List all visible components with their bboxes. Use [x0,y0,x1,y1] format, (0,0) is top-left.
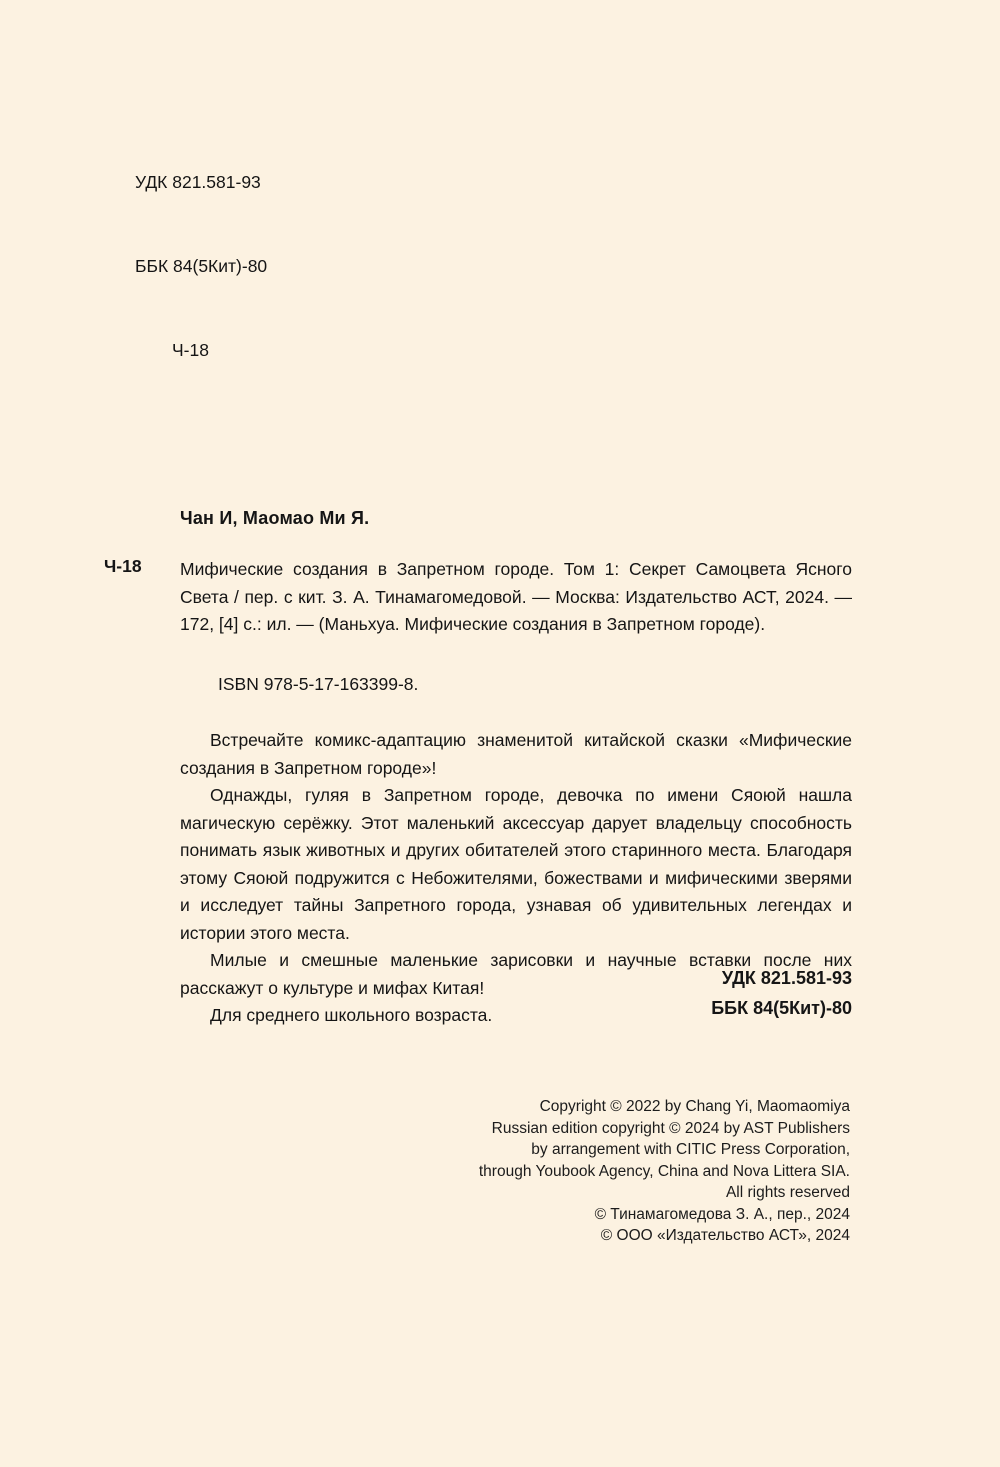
copyright-block [180,1096,850,1247]
copyright-line: Copyright © 2022 by Chang Yi, Maomaomiya [539,1098,850,1115]
copyright-line: through Youbook Agency, China and Nova Littera SIA. [478,1162,850,1180]
bbk-top: ББК 84(5Кит)-80 [135,256,268,276]
copyright-line: © Тинамагомедова З. А., пер., 2024 [594,1205,850,1223]
annotation-paragraph-4: Для среднего школьного возраста. [210,1005,493,1025]
bibliographic-description: Мифические создания в Запретном городе. Том 1: Секрет Самоцвета Ясного Света / пер. с кит. З. А. Тинамагомедовой. — Москва: Издательство АСТ, 2024. — 172, [4] с.: ил. — (Маньхуа. Мифические создания в Запретном городе). [180,559,852,634]
udk-top: УДК 821.581-93 [135,172,261,192]
copyright-line: All rights reserved [725,1184,850,1201]
copyright-line: Russian edition copyright © 2024 by AST Publishers [491,1119,850,1137]
isbn-line: ISBN 978-5-17-163399-8. [218,674,419,694]
annotation-paragraph-2: Однажды, гуляя в Запретном городе, девочка по имени Сяоюй нашла магическую серёжку. Этот маленький аксессуар дарует владельцу способность понимать язык животных и других обитателей этого старинного места. Благодаря этому Сяоюй подружится с Небожителями, божествами и мифическими зверями и исследует тайны Запретного города, узнавая об удивительных легендах и истории этого места. [180,785,852,943]
annotation-paragraph-3: Милые и смешные маленькие зарисовки и научные вставки после них расскажут о культуре и мифах Китая! [180,950,852,998]
bbk-bottom: ББК 84(5Кит)-80 [711,998,852,1018]
top-codes-block [135,112,267,420]
copyright-line: by arrangement with CITIC Press Corporation, [531,1141,850,1158]
author-sign-top: Ч-18 [172,340,209,360]
udk-bottom: УДК 821.581-93 [721,968,852,988]
author-line: Чан И, Маомао Ми Я. [180,508,370,528]
author-sign-margin: Ч-18 [104,556,142,576]
bottom-codes-block [180,963,852,1023]
annotation-paragraph-1: Встречайте комикс-адаптацию знаменитой китайской сказки «Мифические создания в Запретном городе»! [180,730,852,778]
copyright-line: © ООО «Издательство АСТ», 2024 [600,1227,850,1244]
